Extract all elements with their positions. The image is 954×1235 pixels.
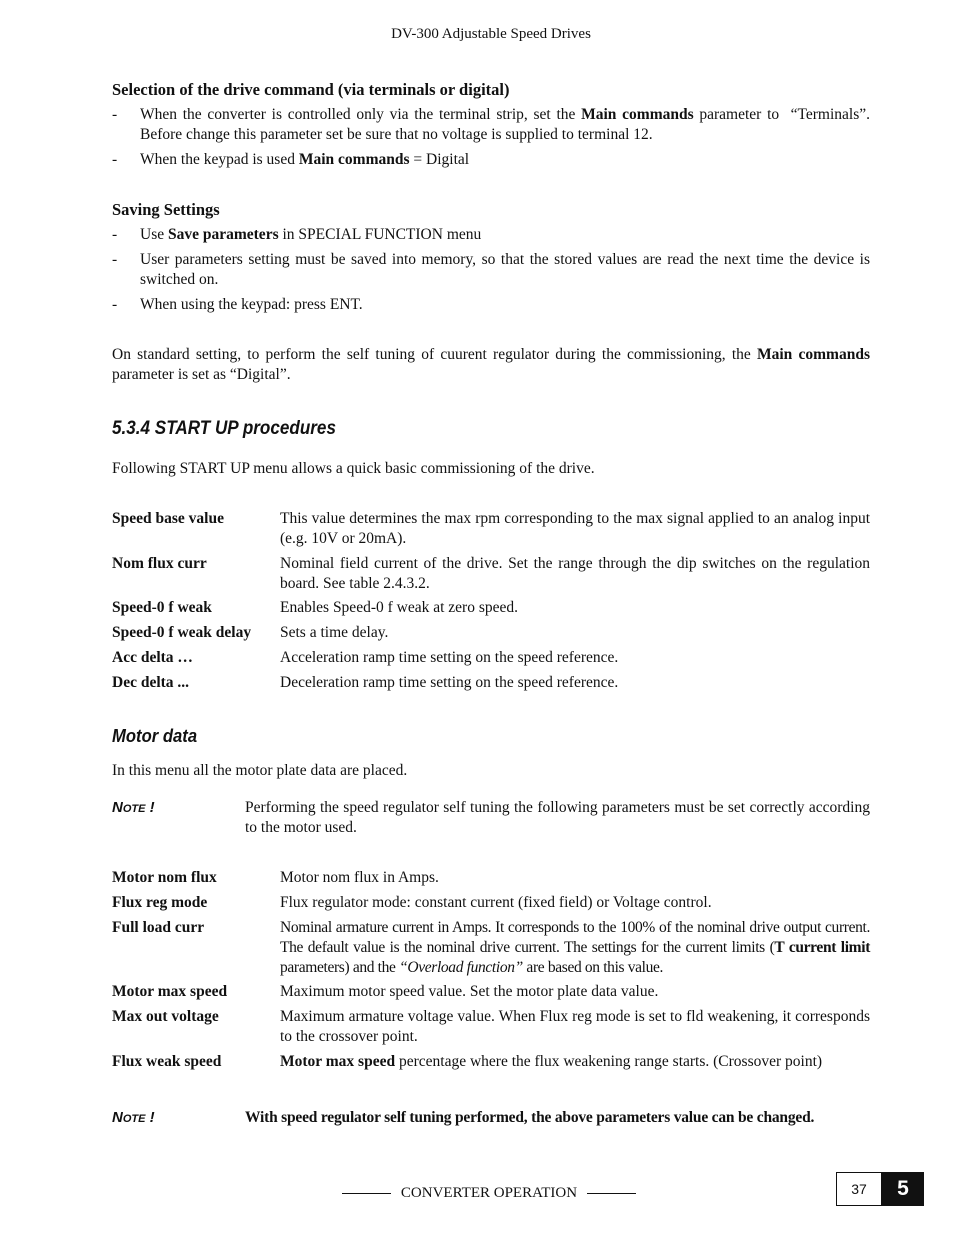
bullet-dash: - xyxy=(112,251,118,268)
param-row xyxy=(112,648,870,668)
bullet-save-parameters xyxy=(112,225,870,245)
param-description: Maximum motor speed value. Set the motor plate data value. xyxy=(280,983,659,1000)
bullet-text: When using the keypad: press ENT. xyxy=(140,296,363,313)
section-heading-startup: 5.3.4 START UP procedures xyxy=(112,418,336,439)
page-number: 37 xyxy=(836,1172,882,1206)
note-label: NOTE ! xyxy=(112,799,155,816)
chapter-tab: 5 xyxy=(882,1172,924,1206)
param-row xyxy=(112,673,870,693)
param-row xyxy=(112,982,870,1002)
param-description: Enables Speed-0 f weak at zero speed. xyxy=(280,599,518,616)
bullet-main-commands-terminals xyxy=(112,105,870,145)
param-description: Deceleration ramp time setting on the speed reference. xyxy=(280,674,619,691)
param-description: Nominal armature current in Amps. It corresponds to the 100% of the nominal drive output current. The default value is the nominal drive current. The settings for the current limits (T current limit parameters) and the “Overload function” are based on this value. xyxy=(280,919,871,976)
param-row xyxy=(112,1052,870,1072)
bullet-text: User parameters setting must be saved into memory, so that the stored values are read the next time the device is switched on. xyxy=(140,251,870,288)
param-row xyxy=(112,868,870,888)
param-row xyxy=(112,598,870,618)
note-label: NOTE ! xyxy=(112,1109,155,1126)
param-name: Motor max speed xyxy=(112,983,228,1000)
bullet-text: When the converter is controlled only via the terminal strip, set the Main commands parameter to “Terminals”. Before change this parameter set be sure that no voltage is supplied to terminal 12. xyxy=(140,106,870,143)
section-title-saving-settings: Saving Settings xyxy=(112,200,220,219)
bullet-dash: - xyxy=(112,226,118,243)
bullet-keypad-ent xyxy=(112,295,870,315)
page-header: DV-300 Adjustable Speed Drives xyxy=(391,26,591,42)
param-name: Nom flux curr xyxy=(112,555,207,572)
param-name: Acc delta … xyxy=(112,649,193,666)
note-text: With speed regulator self tuning performed, the above parameters value can be changed. xyxy=(245,1109,815,1126)
param-row xyxy=(112,893,870,913)
bullet-user-parameters xyxy=(112,250,870,290)
param-description: Sets a time delay. xyxy=(280,624,389,641)
param-name: Flux weak speed xyxy=(112,1053,222,1070)
bullet-dash: - xyxy=(112,296,118,313)
param-description: Motor nom flux in Amps. xyxy=(280,869,439,886)
note-block xyxy=(112,798,870,838)
param-name: Full load curr xyxy=(112,919,205,936)
motor-data-intro: In this menu all the motor plate data are placed. xyxy=(112,762,408,779)
param-row xyxy=(112,1007,870,1047)
param-description: Flux regulator mode: constant current (fixed field) or Voltage control. xyxy=(280,894,712,911)
bullet-dash: - xyxy=(112,106,118,123)
param-name: Motor nom flux xyxy=(112,869,217,886)
footer-rule-right xyxy=(587,1193,636,1194)
param-description: Motor max speed percentage where the flux weakening range starts. (Crossover point) xyxy=(280,1053,823,1070)
section-title-drive-command: Selection of the drive command (via terminals or digital) xyxy=(112,80,510,99)
bullet-main-commands-digital xyxy=(112,150,870,170)
startup-intro: Following START UP menu allows a quick basic commissioning of the drive. xyxy=(112,460,595,477)
param-description: Maximum armature voltage value. When Flux reg mode is set to fld weakening, it corresponds to the crossover point. xyxy=(280,1008,870,1045)
param-name: Speed-0 f weak delay xyxy=(112,624,252,641)
note-text: Performing the speed regulator self tuning the following parameters must be set correctly according to the motor used. xyxy=(245,799,870,836)
footer-text: CONVERTER OPERATION xyxy=(400,1185,578,1201)
param-name: Speed base value xyxy=(112,510,224,527)
paragraph-standard-setting: On standard setting, to perform the self tuning of cuurent regulator during the commissioning, the Main commands parameter is set as “Digital”. xyxy=(112,346,870,383)
section-heading-motor-data: Motor data xyxy=(112,725,198,746)
note-block xyxy=(112,1108,870,1128)
param-row xyxy=(112,554,870,594)
param-name: Flux reg mode xyxy=(112,894,208,911)
param-description: This value determines the max rpm corresponding to the max signal applied to an analog input (e.g. 10V or 20mA). xyxy=(280,510,870,547)
bullet-dash: - xyxy=(112,151,118,168)
param-name: Max out voltage xyxy=(112,1008,219,1025)
bullet-text: When the keypad is used Main commands = Digital xyxy=(140,151,470,168)
param-row xyxy=(112,509,870,549)
footer-rule-left xyxy=(342,1193,391,1194)
param-description: Nominal field current of the drive. Set the range through the dip switches on the regulation board. See table 2.4.3.2. xyxy=(280,555,870,592)
param-name: Speed-0 f weak xyxy=(112,599,212,616)
bullet-text: Use Save parameters in SPECIAL FUNCTION menu xyxy=(140,226,482,243)
param-row xyxy=(112,623,870,643)
page-footer xyxy=(342,1183,636,1203)
param-row xyxy=(112,918,870,978)
param-description: Acceleration ramp time setting on the speed reference. xyxy=(280,649,619,666)
param-name: Dec delta ... xyxy=(112,674,190,691)
